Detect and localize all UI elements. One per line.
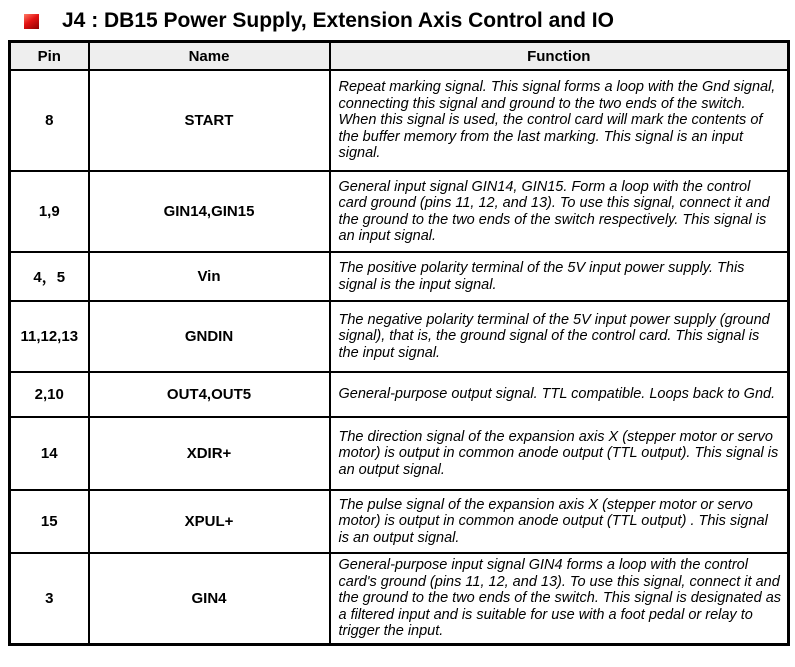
header-row [10,42,789,71]
pin-cell: 11,12,13 [10,301,89,372]
function-cell: The negative polarity terminal of the 5V input power supply (ground signal), that is, the ground signal of the control card. This signal is the input signal. [330,301,789,372]
name-cell: GIN4 [89,553,330,644]
table-row [10,490,789,553]
page-title: J4 : DB15 Power Supply, Extension Axis Control and IO [62,9,614,32]
pin-cell: 2,10 [10,372,89,417]
function-cell: The pulse signal of the expansion axis X (stepper motor or servo motor) is output in common anode output (TTL output) . This signal is an output signal. [330,490,789,553]
function-cell: The positive polarity terminal of the 5V input power supply. This signal is the input signal. [330,252,789,301]
function-cell: General-purpose output signal. TTL compatible. Loops back to Gnd. [330,372,789,417]
name-cell: Vin [89,252,330,301]
table-header [10,42,789,71]
table-row [10,70,789,171]
name-cell: START [89,70,330,171]
table-row [10,417,789,490]
table-row [10,372,789,417]
column-header-function: Function [330,42,789,71]
pin-cell: 3 [10,553,89,644]
pin-cell: 1,9 [10,171,89,252]
pin-cell: 8 [10,70,89,171]
name-cell: GNDIN [89,301,330,372]
table-row [10,171,789,252]
function-cell: Repeat marking signal. This signal forms a loop with the Gnd signal, connecting this signal and ground to the two ends of the switch. When this signal is used, the control card will mark the contents of the buffer memory from the last marking. This signal is an input signal. [330,70,789,171]
function-cell: General input signal GIN14, GIN15. Form a loop with the control card ground (pins 11, 12, and 13). To use this signal, connect it and the ground to the two ends of the switch respectively. This signal is an input signal. [330,171,789,252]
pin-cell: 15 [10,490,89,553]
name-cell: GIN14,GIN15 [89,171,330,252]
pinout-table [8,40,790,646]
table-row [10,553,789,644]
table-row [10,301,789,372]
name-cell: OUT4,OUT5 [89,372,330,417]
table-body [10,70,789,644]
function-cell: General-purpose input signal GIN4 forms a loop with the control card's ground (pins 11, 12, and 13). To use this signal, connect it and the ground to the two ends of the switch. This signal is designated as a filtered input and is suitable for use with a foot pedal or relay to trigger the input. [330,553,789,644]
table-row [10,252,789,301]
name-cell: XPUL+ [89,490,330,553]
red-square-bullet-icon [24,14,39,29]
pin-cell: 4，5 [10,252,89,301]
name-cell: XDIR+ [89,417,330,490]
section-title-row [0,0,795,40]
function-cell: The direction signal of the expansion axis X (stepper motor or servo motor) is output in common anode output (TTL output). This signal is an output signal. [330,417,789,490]
pin-cell: 14 [10,417,89,490]
column-header-pin: Pin [10,42,89,71]
column-header-name: Name [89,42,330,71]
